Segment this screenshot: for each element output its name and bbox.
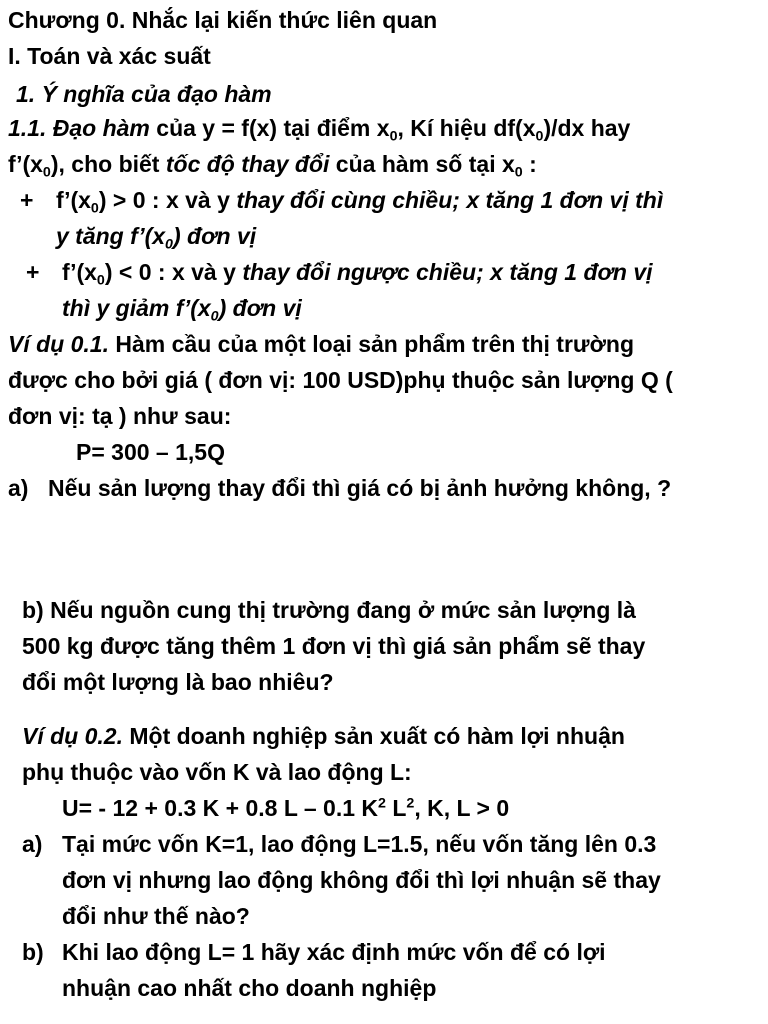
formula-text: U= - 12 + 0.3 K + 0.8 L – 0.1 K [62,795,379,821]
example-2-question-b-line-1 [22,940,606,965]
subscript: 0 [389,128,398,145]
example-2-question-a-line-1 [22,832,656,857]
bullet-text: ) < 0 : x và y [104,259,243,285]
bullet-emphasis: thay đổi cùng chiều; x tăng 1 đơn vị thì [236,187,664,213]
example-1-question-b-line-2: 500 kg được tăng thêm 1 đơn vị thì giá sản phẩm sẽ thay [22,633,646,659]
bullet-emphasis: thay đổi ngược chiều; x tăng 1 đơn vị [242,259,653,285]
bullet-text: ) đơn vị [218,295,302,321]
example-1-formula: P= 300 – 1,5Q [76,439,225,465]
subscript: 0 [96,272,105,289]
subscript: 0 [514,164,523,181]
definition-emphasis: tốc độ thay đổi [165,151,330,177]
bullet-text: y tăng f’(x [56,223,166,249]
definition-text: ), cho biết [50,151,166,177]
question-label: a) [8,475,29,501]
bullet-2-line-1 [26,259,653,289]
example-1-question-a [8,476,671,501]
example-1-line-2: được cho bởi giá ( đơn vị: 100 USD)phụ thuộc sản lượng Q ( [8,367,673,393]
example-2-question-a-line-3: đổi như thế nào? [62,903,250,929]
bullet-1-line-2 [56,223,257,253]
example-label: Ví dụ 0.2. [22,723,123,749]
superscript: 2 [378,795,386,812]
bullet-text: ) > 0 : x và y [98,187,237,213]
bullet-text: f’(x [62,259,97,285]
question-label: a) [22,831,43,857]
bullet-2-line-2 [62,295,302,325]
definition-line-2 [8,151,537,181]
definition-line-1 [8,115,631,145]
subscript: 0 [210,308,219,325]
bullet-marker: + [26,259,40,285]
subscript: 0 [165,236,173,253]
subscript: 0 [42,164,51,181]
formula-text: , K, L > 0 [414,795,510,821]
question-text: Khi lao động L= 1 hãy xác định mức vốn để có lợi [62,939,606,965]
question-text: Nếu sản lượng thay đổi thì giá có bị ảnh hưởng không, ? [48,475,672,501]
example-label: Ví dụ 0.1. [8,331,109,357]
definition-text: f’(x [8,151,43,177]
example-2-formula [62,796,509,821]
definition-text: của hàm số tại x [329,151,515,177]
definition-text: của y = f(x) tại điểm x [149,115,390,141]
example-1-line-1 [8,332,634,357]
chapter-title: Chương 0. Nhắc lại kiến thức liên quan [8,7,438,33]
example-2-line-2: phụ thuộc vào vốn K và lao động L: [22,759,412,785]
example-1-question-b-line-1: b) Nếu nguồn cung thị trường đang ở mức sản lượng là [22,597,636,623]
example-2-question-b-line-2: nhuận cao nhất cho doanh nghiệp [62,975,437,1001]
question-label: b) [22,939,44,965]
definition-text: )/dx hay [543,115,631,141]
bullet-marker: + [20,187,34,213]
bullet-text: f’(x [56,187,91,213]
definition-text: : [522,151,537,177]
section-title: I. Toán và xác suất [8,43,211,69]
definition-number: 1.1. Đạo hàm [8,115,150,141]
subscript: 0 [90,200,99,217]
formula-text: L [385,795,407,821]
example-2-line-1 [22,724,625,749]
bullet-text: ) đơn vị [172,223,257,249]
bullet-1-line-1 [20,187,664,217]
subsection-title: 1. Ý nghĩa của đạo hàm [16,81,272,107]
example-text: Một doanh nghiệp sản xuất có hàm lợi nhuận [122,723,625,749]
definition-text: , Kí hiệu df(x [397,115,536,141]
subscript: 0 [535,128,544,145]
bullet-text: thì y giảm f’(x [62,295,211,321]
example-text: Hàm cầu của một loại sản phẩm trên thị trường [108,331,635,357]
question-text: Tại mức vốn K=1, lao động L=1.5, nếu vốn tăng lên 0.3 [62,831,657,857]
example-1-line-3: đơn vị: tạ ) như sau: [8,403,232,429]
example-1-question-b-line-3: đổi một lượng là bao nhiêu? [22,669,334,695]
superscript: 2 [406,795,415,812]
example-2-question-a-line-2: đơn vị nhưng lao động không đổi thì lợi nhuận sẽ thay [62,867,661,893]
